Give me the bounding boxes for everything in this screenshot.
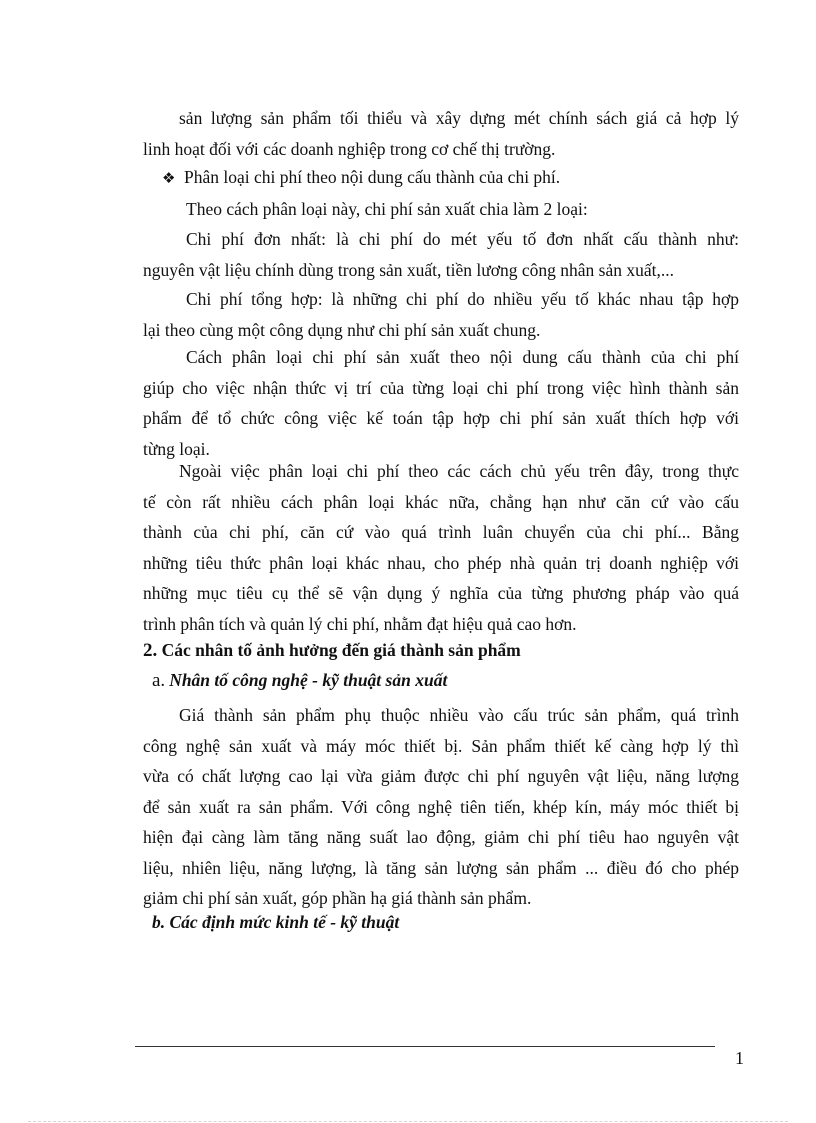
paragraph-6 (143, 456, 739, 639)
paragraph-4 (143, 284, 739, 345)
paragraph-line: Ngoài việc phân loại chi phí theo các cách chủ yếu trên đây, trong thực (179, 461, 739, 481)
footer-divider (135, 1046, 715, 1047)
paragraph-line: những mục tiêu cụ thể sẽ vận dụng ý nghĩa của từng phương pháp vào quá (143, 583, 739, 603)
paragraph-line: Cách phân loại chi phí sản xuất theo nội dung cấu thành của chi phí (186, 347, 739, 367)
paragraph-line: công nghệ sản xuất và máy móc thiết bị. Sản phẩm thiết kế càng hợp lý thì (143, 735, 739, 756)
paragraph-line: trình phân tích và quản lý chi phí, nhằm đạt hiệu quả cao hơn. (143, 613, 577, 634)
paragraph-line: phẩm để tổ chức công việc kế toán tập hợp chi phí sản xuất thích hợp với (143, 408, 739, 428)
paragraph-line: giảm chi phí sản xuất, góp phần hạ giá thành sản phẩm. (143, 888, 532, 908)
paragraph-line: nguyên vật liệu chính dùng trong sản xuất, tiền lương công nhân sản xuất,... (143, 259, 674, 280)
subheading-a (152, 670, 447, 692)
page-edge-divider (28, 1121, 788, 1122)
paragraph-5 (143, 342, 739, 464)
subheading-b: b. Các định mức kinh tế - kỹ thuật (152, 912, 400, 932)
paragraph-1 (143, 103, 739, 164)
paragraph-line: từng loại. (143, 438, 210, 459)
paragraph-line: hiện đại càng làm tăng năng suất lao động, giảm chi phí tiêu hao nguyên vật (143, 827, 739, 847)
paragraph-line: vừa có chất lượng cao lại vừa giảm được chi phí nguyên vật liệu, năng lượng (143, 766, 739, 786)
bullet-text: Phân loại chi phí theo nội dung cấu thành của chi phí. (184, 167, 561, 187)
subheading-title: Nhân tố công nghệ - kỹ thuật sản xuất (169, 670, 448, 690)
paragraph-line: Chi phí đơn nhất: là chi phí do mét yếu tố đơn nhất cấu thành như: (186, 229, 739, 249)
paragraph-line: thành của chi phí, căn cứ vào quá trình luân chuyển của chi phí... Bằng (143, 522, 739, 542)
paragraph-line: linh hoạt đối với các doanh nghiệp trong cơ chế thị trường. (143, 138, 556, 159)
paragraph-line: liệu, nhiên liệu, năng lượng, là tăng sản lượng sản phẩm ... điều đó cho phép (143, 857, 739, 878)
section-heading (143, 640, 521, 662)
paragraph-line: Chi phí tổng hợp: là những chi phí do nhiều yếu tố khác nhau tập hợp (186, 289, 739, 309)
subheading-letter: a. (152, 670, 166, 691)
paragraph-line: Giá thành sản phẩm phụ thuộc nhiều vào cấu trúc sản phẩm, quá trình (179, 705, 739, 725)
section-title: Các nhân tố ảnh hưởng đến giá thành sản phẩm (161, 640, 521, 660)
page-number: 1 (735, 1048, 744, 1068)
paragraph-7 (143, 700, 739, 914)
bullet-heading (162, 162, 560, 193)
diamond-bullet-icon: ❖ (162, 169, 176, 187)
paragraph-line: Theo cách phân loại này, chi phí sản xuất chia làm 2 loại: (186, 199, 588, 219)
section-number: 2. (143, 640, 158, 661)
paragraph-line: tế còn rất nhiều cách phân loại khác nữa, chẳng hạn như căn cứ vào cấu (143, 491, 739, 512)
paragraph-line: lại theo cùng một công dụng như chi phí sản xuất chung. (143, 319, 541, 340)
paragraph-line: giúp cho việc nhận thức vị trí của từng loại chi phí trong việc hình thành sản (143, 377, 739, 398)
paragraph-3 (143, 224, 739, 285)
paragraph-line: để sản xuất ra sản phẩm. Với công nghệ tiên tiến, khép kín, máy móc thiết bị (143, 796, 739, 817)
paragraph-line: những tiêu thức phân loại khác nhau, cho phép nhà quản trị doanh nghiệp với (143, 552, 739, 573)
paragraph-line: sản lượng sản phẩm tối thiểu và xây dựng mét chính sách giá cả hợp lý (179, 108, 739, 128)
paragraph-2 (143, 194, 739, 225)
